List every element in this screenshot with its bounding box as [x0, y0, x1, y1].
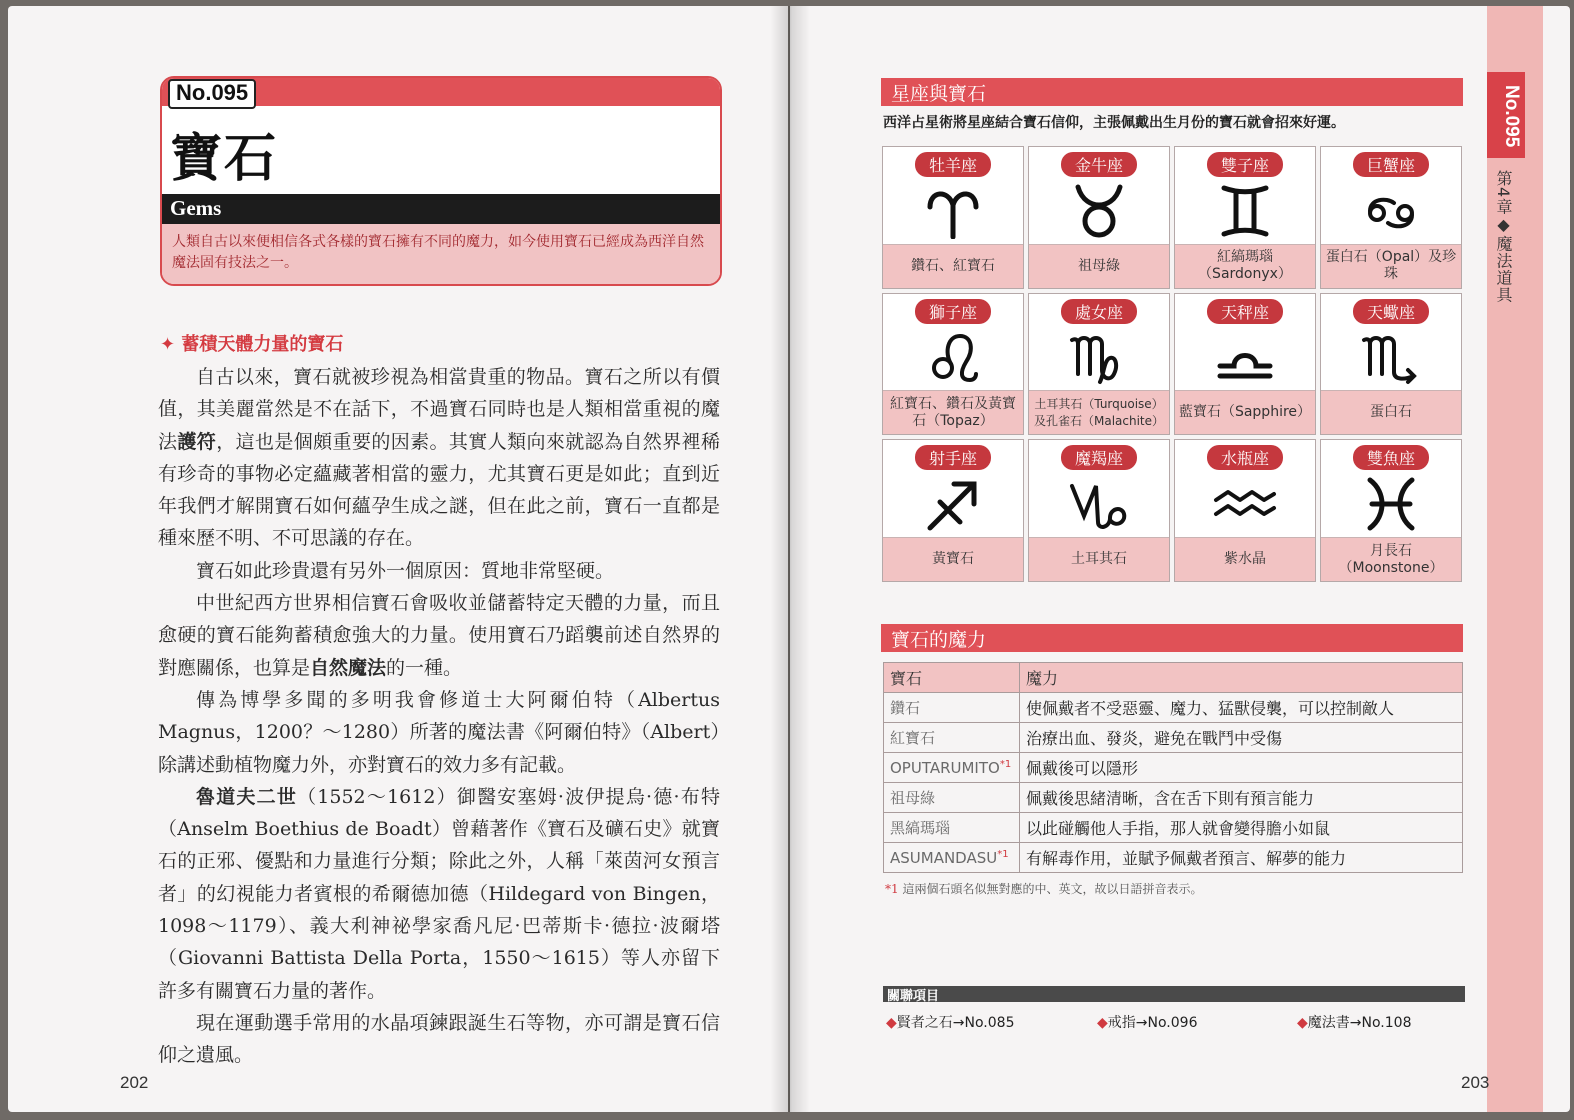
zodiac-stone: 月長石（Moonstone）	[1321, 537, 1461, 581]
zodiac-stone: 土耳其石	[1029, 537, 1169, 581]
table-row	[884, 843, 1463, 873]
gem-power: 佩戴後可以隱形	[1020, 753, 1463, 783]
zodiac-cell	[1174, 293, 1316, 436]
zodiac-name: 天蠍座	[1353, 299, 1429, 324]
zodiac-stone: 祖母綠	[1029, 244, 1169, 288]
zodiac-name: 金牛座	[1061, 152, 1137, 177]
zodiac-grid	[882, 146, 1462, 582]
zodiac-section-heading: 星座與寶石	[891, 83, 987, 105]
zodiac-stone: 紅縞瑪瑙（Sardonyx）	[1175, 244, 1315, 288]
entry-number: No.095	[168, 79, 256, 109]
zodiac-cell	[1028, 146, 1170, 289]
page-number-left: 202	[120, 1073, 149, 1092]
table-row	[884, 813, 1463, 843]
english-title-bar	[162, 194, 720, 224]
gem-name: 祖母綠	[884, 783, 1020, 813]
power-section-heading: 寶石的魔力	[891, 629, 987, 651]
zodiac-name: 牡羊座	[915, 152, 991, 177]
column-header-power: 魔力	[1020, 663, 1463, 693]
zodiac-stone: 蛋白石	[1321, 390, 1461, 434]
gem-power: 以此碰觸他人手指，那人就會變得膽小如鼠	[1020, 813, 1463, 843]
related-link[interactable]: ◆魔法書→No.108	[1297, 1015, 1412, 1031]
zodiac-name: 天秤座	[1207, 299, 1283, 324]
zodiac-stone: 土耳其石（Turquoise）及孔雀石（Malachite）	[1029, 390, 1169, 434]
paragraph: 中世紀西方世界相信寶石會吸收並儲蓄特定天體的力量，而且愈硬的寶石能夠蓄積愈強大的力量。使用寶石乃蹈襲前述自然界的對應關係，也算是自然魔法的一種。	[158, 592, 720, 679]
paragraph: 傳為博學多聞的多明我會修道士大阿爾伯特（Albertus Magnus，1200？～1280）所著的魔法書《阿爾伯特》（Albert）除講述動植物魔力外，亦對寶石的效力多有記載。	[158, 688, 720, 776]
zodiac-cell	[882, 293, 1024, 436]
diamond-icon: ◆	[1297, 1015, 1308, 1031]
page-number-right: 203	[1461, 1073, 1490, 1092]
scorpio-icon	[1356, 330, 1426, 386]
zodiac-cell	[1320, 146, 1462, 289]
zodiac-cell	[1320, 439, 1462, 582]
zodiac-stone: 紫水晶	[1175, 537, 1315, 581]
paragraph: 自古以來，寶石就被珍視為相當貴重的物品。寶石之所以有價值，其美麗當然是不在話下，不過寶石同時也是人類相當重視的魔法護符，這也是個頗重要的因素。其實人類向來就認為自然界裡稀有珍奇的事物必定蘊藏著相當的靈力，尤其寶石更是如此；直到近年我們才解開寶石如何蘊孕生成之謎，但在此之前，寶石一直都是種來歷不明、不可思議的存在。	[158, 366, 720, 550]
capricorn-icon	[1064, 476, 1134, 532]
book-gutter	[770, 6, 810, 1112]
edge-tab-number: No.095	[1501, 84, 1522, 148]
aries-icon	[918, 183, 988, 239]
entry-summary: 人類自古以來便相信各式各樣的寶石擁有不同的魔力，如今使用寶石已經成為西洋自然魔法固有技法之一。	[162, 224, 720, 284]
table-footnote: *1 這兩個石頭名似無對應的中、英文，故以日語拼音表示。	[885, 882, 1203, 896]
zodiac-cell	[1174, 146, 1316, 289]
paragraph: 現在運動選手常用的水晶項鍊跟誕生石等物，亦可謂是寶石信仰之遺風。	[158, 1011, 720, 1067]
arrow-icon: →	[952, 1015, 965, 1031]
zodiac-name: 雙子座	[1207, 152, 1283, 177]
zodiac-stone: 紅寶石、鑽石及黃寶石（Topaz）	[883, 390, 1023, 434]
gem-power: 使佩戴者不受惡靈、魔力、猛獸侵襲，可以控制敵人	[1020, 693, 1463, 723]
column-header-gem: 寶石	[884, 663, 1020, 693]
zodiac-cell	[1028, 439, 1170, 582]
zodiac-stone: 藍寶石（Sapphire）	[1175, 390, 1315, 434]
zodiac-cell	[1028, 293, 1170, 436]
gem-name: 黑縞瑪瑙	[884, 813, 1020, 843]
sagittarius-icon	[918, 476, 988, 532]
zodiac-intro: 西洋占星術將星座結合寶石信仰，主張佩戴出生月份的寶石就會招來好運。	[883, 115, 1345, 131]
paragraph: 魯道夫二世（1552～1612）御醫安塞姆·波伊提烏·德·布特（Anselm Boethius de Boadt）曾藉著作《寶石及礦石史》就寶石的正邪、優點和力量進行分類；除此之外，人稱「萊茵河女預言者」的幻視能力者賓根的希爾德加德（Hildegard von Bingen，1098～1179）、義大利神祕學家喬凡尼·巴蒂斯卡·德拉·波爾塔（Giovanni Battista Della Porta，1550～1615）等人亦留下許多有關寶石力量的著作。	[158, 785, 720, 1002]
zodiac-stone: 蛋白石（Opal）及珍珠	[1321, 244, 1461, 288]
gem-power-table	[883, 662, 1463, 873]
zodiac-name: 處女座	[1061, 299, 1137, 324]
table-row	[884, 723, 1463, 753]
related-items-heading: 關聯項目	[887, 989, 940, 1004]
power-section-bar	[881, 624, 1463, 652]
gem-power: 治療出血、發炎，避免在戰鬥中受傷	[1020, 723, 1463, 753]
taurus-icon	[1064, 183, 1134, 239]
table-header-row	[884, 663, 1463, 693]
gem-power: 有解毒作用，並賦予佩戴者預言、解夢的能力	[1020, 843, 1463, 873]
entry-title-box	[160, 76, 722, 286]
related-items-bar	[883, 986, 1465, 1002]
arrow-icon: →	[1135, 1015, 1148, 1031]
english-title: Gems	[170, 196, 222, 220]
edge-tab-chapter: 第4章◆魔法道具	[1494, 170, 1513, 304]
paragraph: 寶石如此珍貴還有另外一個原因：質地非常堅硬。	[196, 559, 615, 582]
related-link[interactable]: ◆賢者之石→No.085	[886, 1015, 1015, 1031]
zodiac-name: 巨蟹座	[1353, 152, 1429, 177]
cancer-icon	[1356, 183, 1426, 239]
zodiac-name: 獅子座	[915, 299, 991, 324]
diamond-icon: ◆	[886, 1015, 897, 1031]
gemini-icon	[1210, 183, 1280, 239]
entry-title: 寶石	[170, 129, 279, 189]
zodiac-name: 魔羯座	[1061, 445, 1137, 470]
gem-name: 紅寶石	[884, 723, 1020, 753]
section-heading: ✦ 蓄積天體力量的寶石	[160, 334, 344, 355]
zodiac-stone: 鑽石、紅寶石	[883, 244, 1023, 288]
gem-power: 佩戴後思緒清晰，含在舌下則有預言能力	[1020, 783, 1463, 813]
zodiac-stone: 黃寶石	[883, 537, 1023, 581]
zodiac-name: 射手座	[915, 445, 991, 470]
zodiac-section-bar	[881, 78, 1463, 106]
virgo-icon	[1064, 330, 1134, 386]
zodiac-cell	[882, 439, 1024, 582]
arrow-icon: →	[1349, 1015, 1362, 1031]
leo-icon	[918, 330, 988, 386]
zodiac-name: 雙魚座	[1353, 445, 1429, 470]
libra-icon	[1210, 330, 1280, 386]
body-text	[158, 361, 720, 1072]
diamond-icon: ◆	[1097, 1015, 1108, 1031]
table-row	[884, 753, 1463, 783]
table-row	[884, 693, 1463, 723]
gem-name: OPUTARUMITO$^{*1}$	[884, 753, 1020, 783]
related-link[interactable]: ◆戒指→No.096	[1097, 1015, 1198, 1031]
zodiac-cell	[882, 146, 1024, 289]
zodiac-cell	[1320, 293, 1462, 436]
pisces-icon	[1356, 476, 1426, 532]
gem-name: ASUMANDASU$^{*1}$	[884, 843, 1020, 873]
zodiac-cell	[1174, 439, 1316, 582]
aquarius-icon	[1210, 476, 1280, 532]
gem-name: 鑽石	[884, 693, 1020, 723]
zodiac-name: 水瓶座	[1207, 445, 1283, 470]
table-row	[884, 783, 1463, 813]
